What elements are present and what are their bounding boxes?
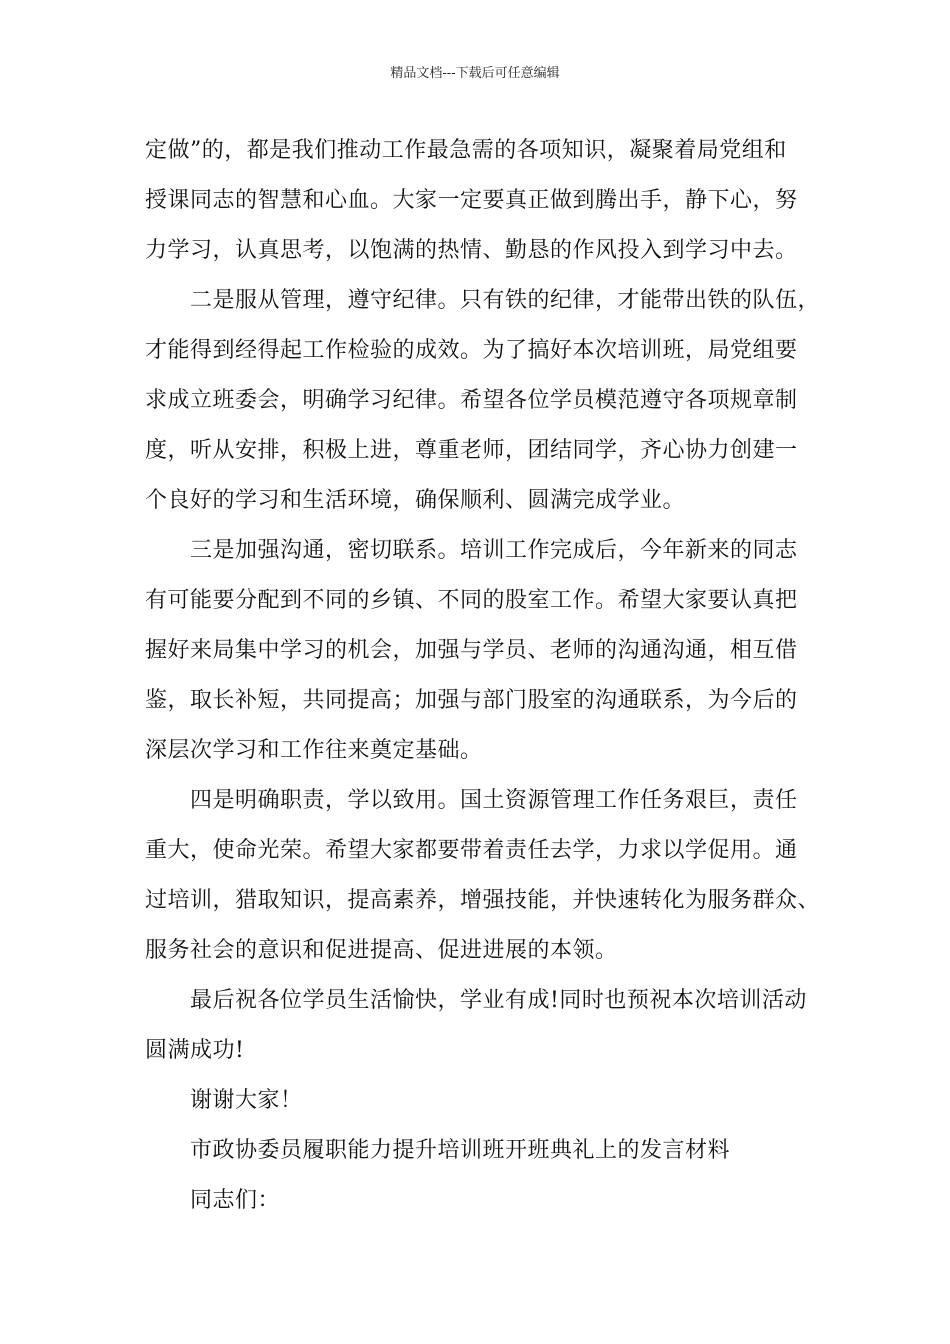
text-line: 有可能要分配到不同的乡镇、不同的股室工作。希望大家要认真把 <box>145 588 798 613</box>
text-line: 市政协委员履职能力提升培训班开班典礼上的发言材料 <box>190 1138 731 1163</box>
text-line: 四是明确职责，学以致用。国土资源管理工作任务艰巨，责任 <box>190 788 798 813</box>
text-line: 同志们： <box>190 1188 281 1213</box>
page-header: 精品文档---下载后可任意编辑 <box>390 66 560 81</box>
text-line: 力学习，认真思考，以饱满的热情、勤恳的作风投入到学习中去。 <box>145 238 798 263</box>
text-line: 定做”的，都是我们推动工作最急需的各项知识，凝聚着局党组和 <box>145 138 787 163</box>
text-line: 服务社会的意识和促进提高、促进进展的本领。 <box>145 938 618 963</box>
text-line: 鉴，取长补短，共同提高；加强与部门股室的沟通联系，为今后的 <box>145 688 798 713</box>
text-line: 过培训，猎取知识，提高素养，增强技能，并快速转化为服务群众、 <box>145 888 821 913</box>
text-line: 才能得到经得起工作检验的成效。为了搞好本次培训班，局党组要 <box>145 338 798 363</box>
text-line: 三是加强沟通，密切联系。培训工作完成后，今年新来的同志 <box>190 538 798 563</box>
text-line: 度，听从安排，积极上进，尊重老师，团结同学，齐心协力创建一 <box>145 438 798 463</box>
text-line: 深层次学习和工作往来奠定基础。 <box>145 738 483 763</box>
text-line: 授课同志的智慧和心血。大家一定要真正做到腾出手，静下心，努 <box>145 188 798 213</box>
text-line: 二是服从管理，遵守纪律。只有铁的纪律，才能带出铁的队伍， <box>190 288 821 313</box>
text-line: 重大，使命光荣。希望大家都要带着责任去学，力求以学促用。通 <box>145 838 798 863</box>
text-line: 谢谢大家！ <box>190 1088 303 1113</box>
text-line: 圆满成功! <box>145 1038 245 1063</box>
text-line: 求成立班委会，明确学习纪律。希望各位学员模范遵守各项规章制 <box>145 388 798 413</box>
text-line: 最后祝各位学员生活愉快，学业有成!同时也预祝本次培训活动 <box>190 988 807 1013</box>
text-line: 握好来局集中学习的机会，加强与学员、老师的沟通沟通，相互借 <box>145 638 798 663</box>
text-line: 个良好的学习和生活环境，确保顺利、圆满完成学业。 <box>145 488 686 513</box>
